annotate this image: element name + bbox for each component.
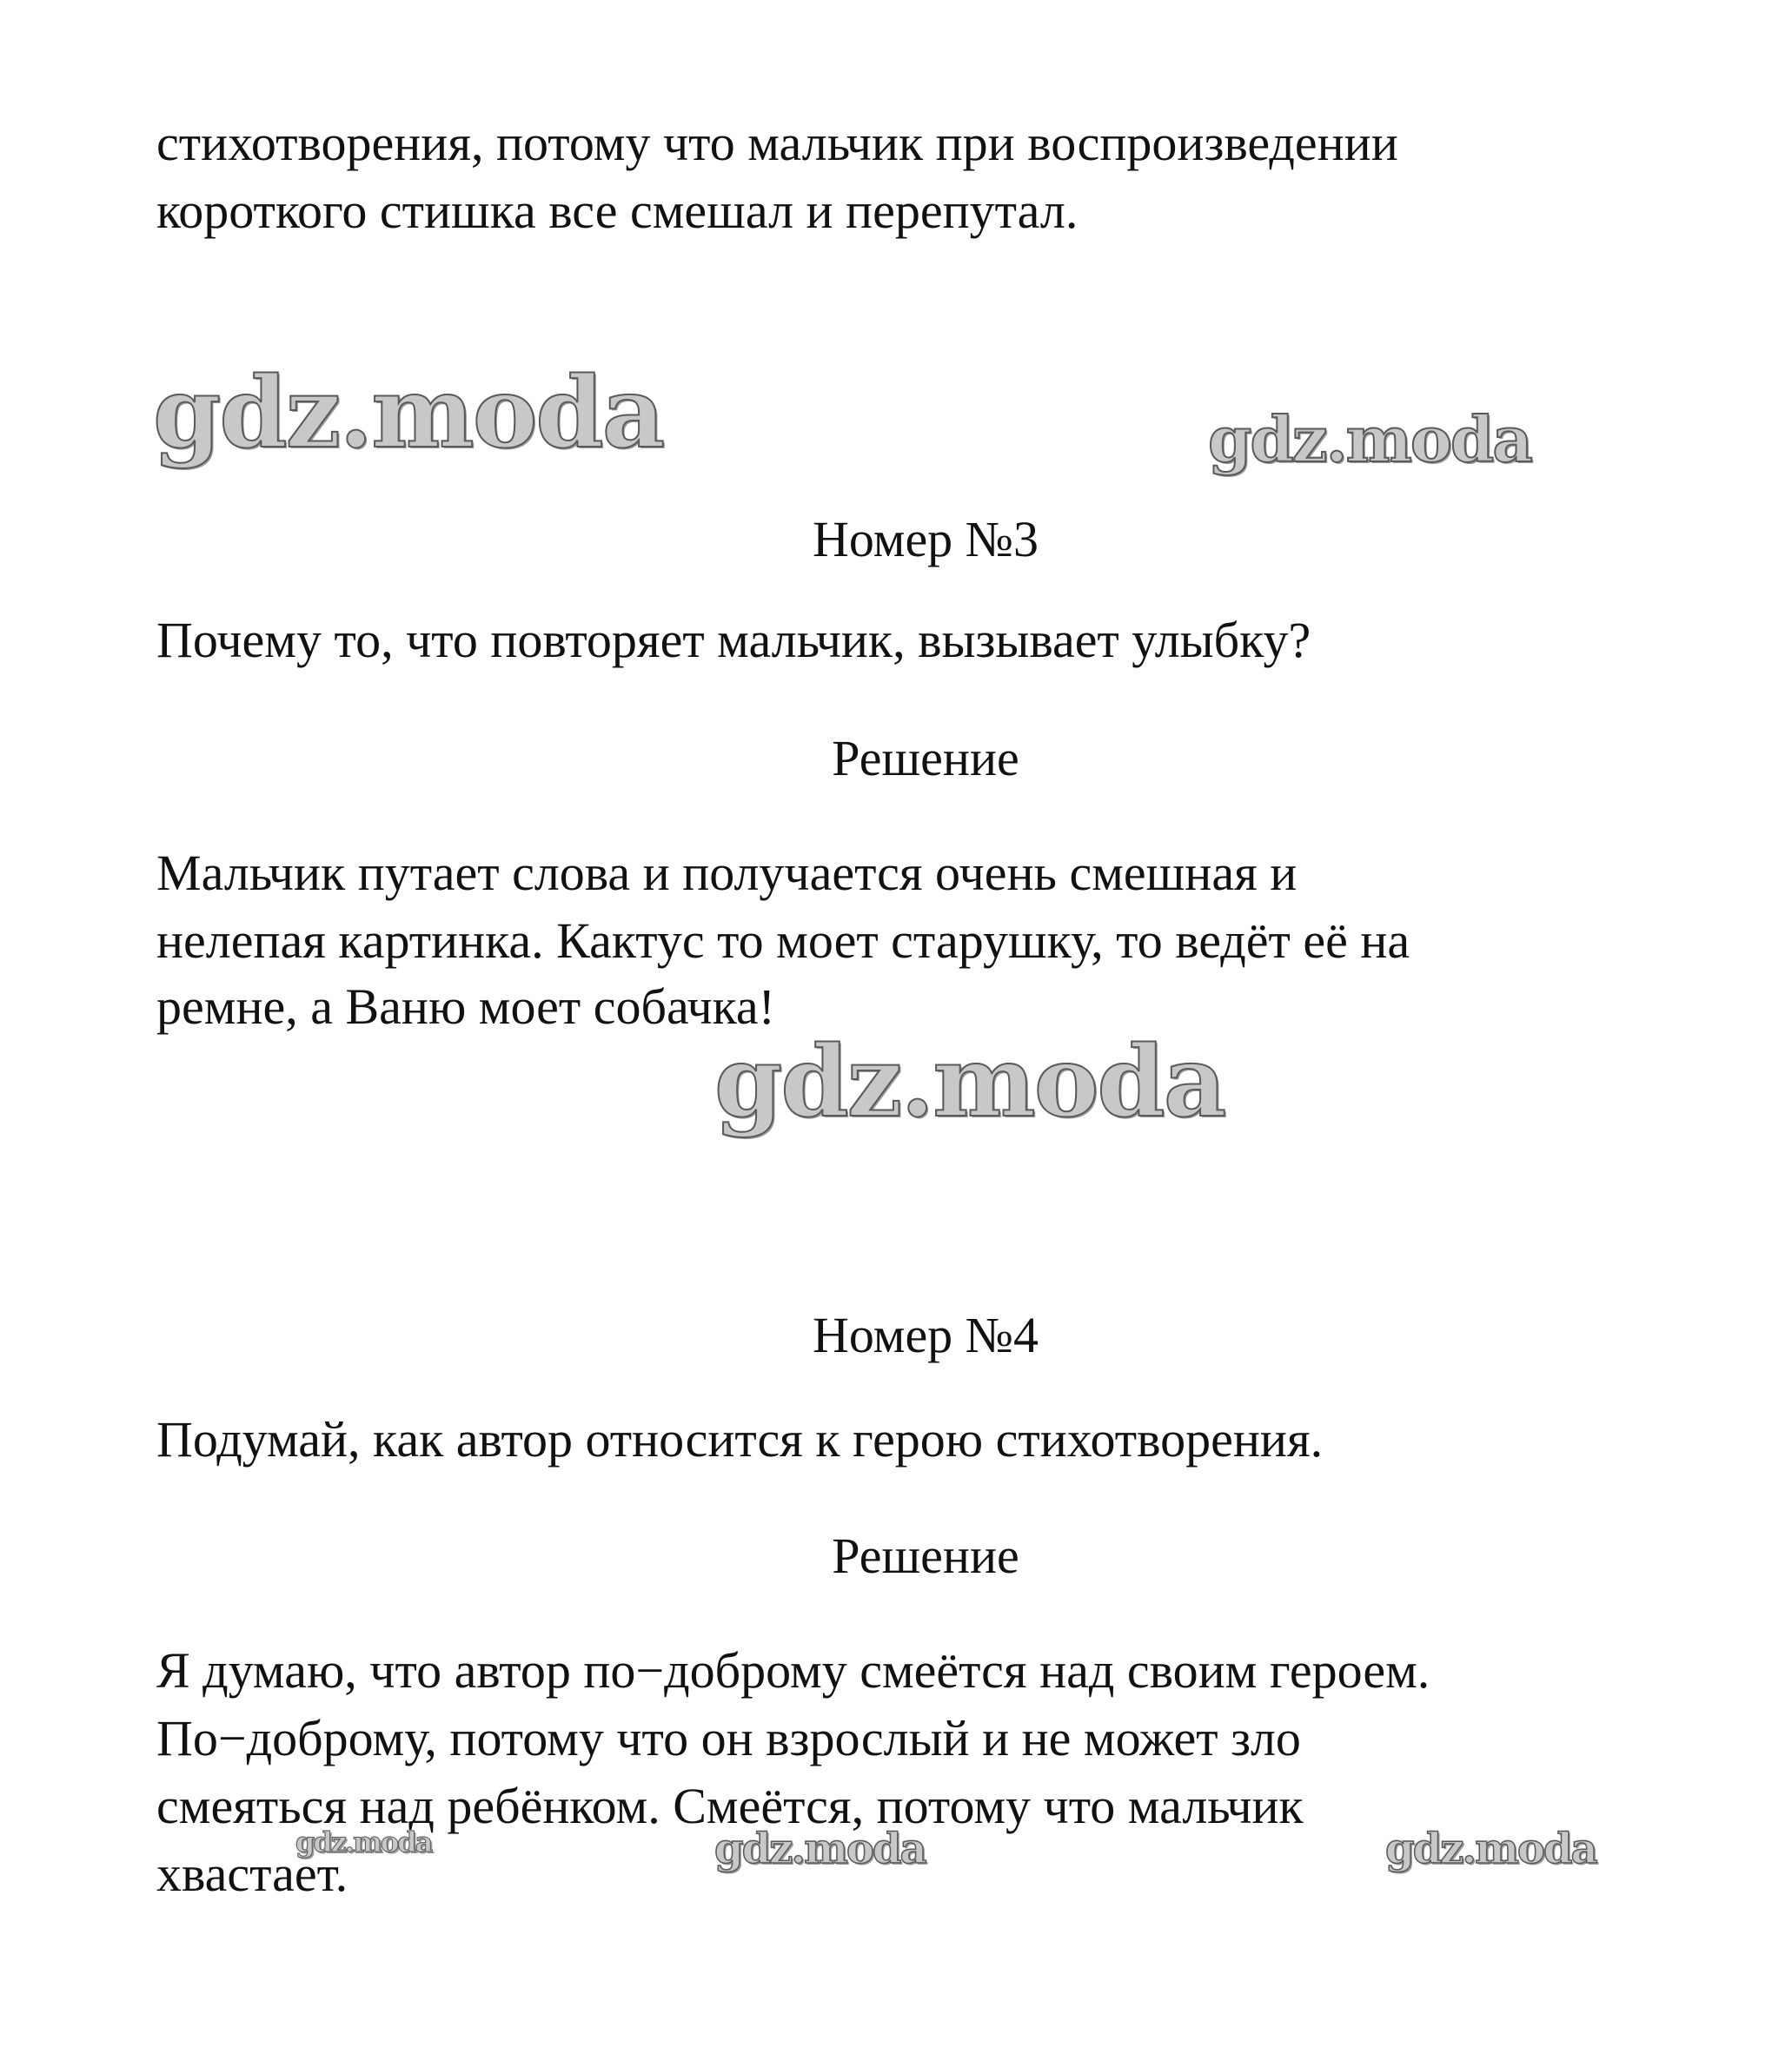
watermark-logo: gdz.moda [1385, 1825, 1596, 1873]
section-4-answer-line-3: смеяться над ребёнком. Смеётся, потому что мальчик [156, 1778, 1304, 1834]
section-3-heading: Номер №3 [812, 511, 1039, 567]
watermark-logo: gdz.moda [714, 1025, 1225, 1139]
watermark-logo: gdz.moda [295, 1826, 432, 1859]
section-3-question: Почему то, что повторяет мальчик, вызывает улыбку? [156, 612, 1311, 668]
section-3-answer-line-1: Мальчик путает слова и получается очень смешная и [156, 845, 1298, 901]
section-4-solution-label: Решение [832, 1528, 1019, 1584]
section-4-answer-line-4: хвастает. [156, 1846, 348, 1902]
watermark-logo: gdz.moda [714, 1825, 926, 1873]
section-4-question: Подумай, как автор относится к герою стихотворения. [156, 1411, 1324, 1468]
intro-line-2: короткого стишка все смешал и перепутал. [156, 182, 1079, 239]
section-3-solution-label: Решение [832, 730, 1019, 786]
section-4-heading: Номер №4 [812, 1307, 1039, 1363]
intro-line-1: стихотворения, потому что мальчик при воспроизведении [156, 115, 1398, 171]
section-4-answer-line-2: По−доброму, потому что он взрослый и не может зло [156, 1710, 1301, 1766]
section-3-answer-line-2: нелепая картинка. Кактус то моет старушку, то ведёт её на [156, 912, 1410, 969]
section-3-answer-line-3: ремне, а Ваню моет собачка! [156, 978, 775, 1035]
watermark-logo: gdz.moda [153, 356, 664, 470]
section-4-answer-line-1: Я думаю, что автор по−доброму смеётся над своим героем. [156, 1642, 1430, 1699]
watermark-logo: gdz.moda [1208, 402, 1531, 476]
